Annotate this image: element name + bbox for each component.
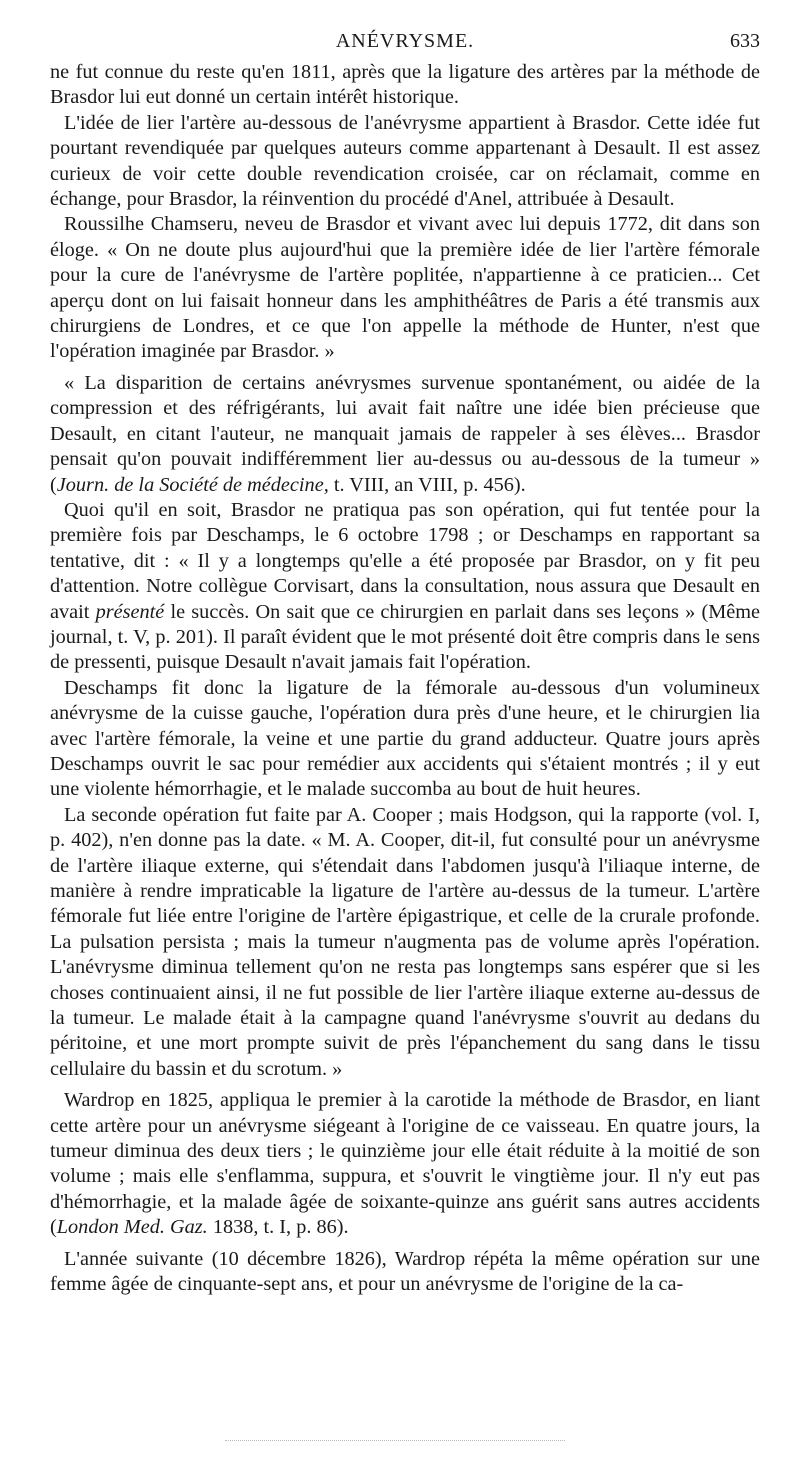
paragraph-text: « La disparition de certains anévrysmes survenue spontanément, ou aidée de la compression et des réfrigérants, lui avait fait naître une idée bien précieuse que Desault, en citant l'auteur, ne manquait jamais de rappeler à ses élèves... Brasdor pensait qu'on pouvait indifféremment lier au-dessus ou au-dessous de la tumeur » ( [50,371,760,496]
paragraph-text: 1838, t. I, p. 86). [207,1216,349,1239]
paragraph: ne fut connue du reste qu'en 1811, après que la ligature des artères par la méthode de Brasdor lui eut donné un certain intérêt historique. [50,61,760,109]
paragraph [50,371,760,498]
paragraph: Deschamps fit donc la ligature de la fémorale au-dessous d'un volumineux anévrysme de la cuisse gauche, l'opération dura près d'une heure, et le chirurgien lia avec l'artère fémorale, la veine et une partie du grand adducteur. Quatre jours après Deschamps ouvrit le sac pour remédier aux accidents qui s'étaient montrés ; il y eut une violente hémorrhagie, et le malade succomba au bout de huit heures. [50,676,760,801]
paragraph-text: le succès. On sait que ce chirurgien en parlait dans ses leçons » (Même journal, t. V, p. 201). Il paraît évident que le mot présenté doit être compris dans le sens de pressenti, puisque Desault n'avait jamais fait l'opération. [50,600,761,674]
paragraph-text: Wardrop en 1825, appliqua le premier à la carotide la méthode de Brasdor, en liant cette artère pour un anévrysme siégeant à l'origine de ce vaisseau. En quatre jours, la tumeur diminua des deux tiers ; le quinzième jour elle était réduite à la moitié de son volume ; mais elle s'enflamma, suppura, et s'ouvrit le vingtième jour. Il n'y eut pas d'hémorrhagie, et la malade âgée de soixante-quinze ans guérit sans autres accidents ( [50,1089,760,1239]
paragraph: L'année suivante (10 décembre 1826), Wardrop répéta la même opération sur une femme âgée de cinquante-sept ans, et pour un anévrysme de l'origine de la ca- [50,1247,760,1296]
bleed-through-mark [225,1440,565,1441]
paragraph-text: t. VIII, an VIII, p. 456). [328,473,526,496]
paragraph-text: Quoi qu'il en soit, Brasdor ne pratiqua pas son opération, qui fut tentée pour la première fois par Deschamps, le 6 octobre 1798 ; or Deschamps en rapportant sa tentative, dit : « Il y a longtemps qu'elle a été proposée par Brasdor, on y fit peu d'attention. Notre collègue Corvisart, dans la consultation, nous assura que Desault en avait [50,498,760,623]
emphasis-text: présenté [95,600,165,623]
paragraph: L'idée de lier l'artère au-dessous de l'anévrysme appartient à Brasdor. Cette idée fut pourtant revendiquée par quelques auteurs comme appartenant à Desault. Il est assez curieux de voir cette double revendication croisée, car on réclamait, comme en échange, pour Brasdor, la réinvention du procédé d'Anel, attribuée à Desault. [50,111,760,211]
running-head [50,30,760,56]
paragraph [50,1088,760,1240]
citation-title: Journ. de la Société de médecine, [56,473,329,496]
citation-title: London Med. Gaz. [56,1216,208,1239]
page-title: ANÉVRYSME. [335,30,475,52]
page-number: 633 [730,30,760,52]
paragraph [50,498,760,676]
paragraph: Roussilhe Chamseru, neveu de Brasdor et vivant avec lui depuis 1772, dit dans son éloge. « On ne doute plus aujourd'hui que la première idée de lier l'artère fémorale pour la cure de l'anévrysme de l'artère poplitée, n'appartienne à ce praticien... Cet aperçu dont on lui faisait honneur dans les amphithéâtres de Paris a été transmis aux chirurgiens de Londres, et ce que l'on appelle la méthode de Hunter, n'est que l'opération imaginée par Brasdor. » [50,213,760,363]
paragraph: La seconde opération fut faite par A. Cooper ; mais Hodgson, qui la rapporte (vol. I, p. 402), n'en donne pas la date. « M. A. Cooper, dit-il, fut consulté pour un anévrysme de l'artère iliaque externe, qui s'étendait dans l'abdomen jusqu'à l'iliaque interne, de manière à rendre impraticable la ligature de l'artère au-dessus de la tumeur. L'artère fémorale fut liée entre l'origine de l'artère épigastrique, et celle de la crurale profonde. La pulsation persista ; mais la tumeur n'augmenta pas de volume après l'opération. L'anévrysme diminua tellement qu'on ne resta pas longtemps sans espérer que si les choses continuaient ainsi, il ne fut possible de lier l'artère iliaque externe au-dessus de la tumeur. Le malade était à la campagne quand l'anévrysme s'ouvrit au dedans du péritoine, et une mort prompte suivit de près l'épanchement du sang dans le tissu cellulaire du bassin et du scrotum. » [50,803,760,1080]
body-text [50,60,760,1298]
